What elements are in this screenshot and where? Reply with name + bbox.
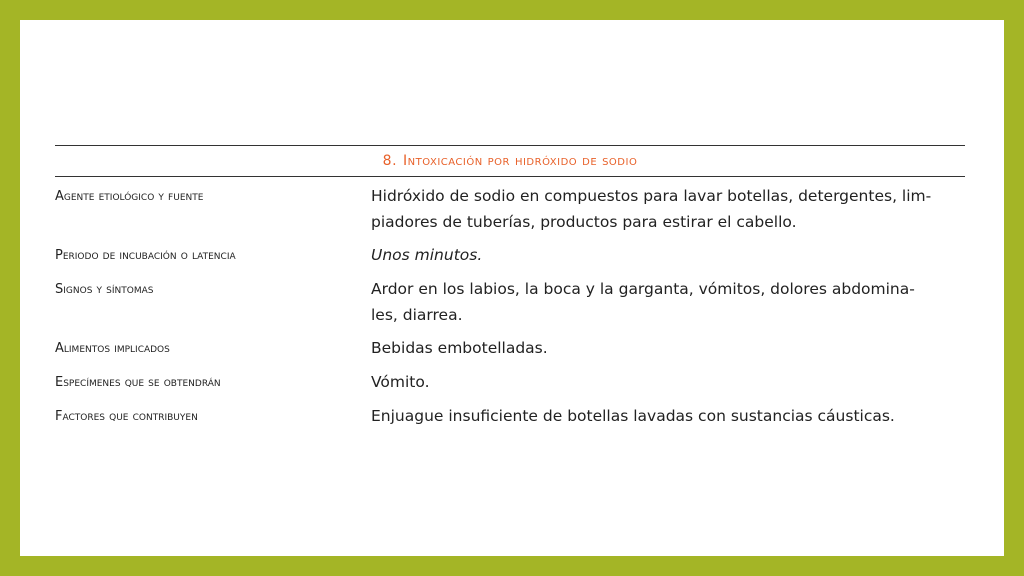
row-label: Agente etiológico y fuente xyxy=(55,189,204,204)
row-agente xyxy=(55,183,965,235)
value-line: Ardor en los labios, la boca y la garganta, vómitos, dolores abdomina- xyxy=(371,280,915,298)
table-rows xyxy=(55,177,965,430)
row-periodo xyxy=(55,242,965,269)
row-label: Especímenes que se obtendrán xyxy=(55,375,221,390)
row-factores xyxy=(55,403,965,430)
value-line: Vómito. xyxy=(371,373,430,391)
row-value xyxy=(371,242,965,268)
row-value xyxy=(371,369,965,395)
value-line: Hidróxido de sodio en compuestos para lavar botellas, detergentes, lim- xyxy=(371,187,932,205)
table-title xyxy=(55,146,965,176)
row-value xyxy=(371,276,965,328)
row-value xyxy=(371,183,965,235)
value-line: Bebidas embotelladas. xyxy=(371,339,548,357)
table-number: 8. xyxy=(382,153,398,169)
value-line: piadores de tuberías, productos para estirar el cabello. xyxy=(371,213,797,231)
value-line: les, diarrea. xyxy=(371,306,463,324)
row-label: Factores que contribuyen xyxy=(55,409,198,424)
row-especimenes xyxy=(55,369,965,396)
value-line: Enjuague insuficiente de botellas lavadas con sustancias cáusticas. xyxy=(371,407,895,425)
row-label: Alimentos implicados xyxy=(55,341,170,356)
info-table xyxy=(55,145,965,430)
row-label: Signos y síntomas xyxy=(55,282,154,297)
slide xyxy=(20,20,1004,556)
row-value xyxy=(371,403,965,429)
table-title-text: Intoxicación por hidróxido de sodio xyxy=(403,153,638,169)
row-label: Periodo de incubación o latencia xyxy=(55,248,236,263)
row-value xyxy=(371,335,965,361)
value-line: Unos minutos. xyxy=(371,246,483,264)
row-alimentos xyxy=(55,335,965,362)
row-signos xyxy=(55,276,965,328)
